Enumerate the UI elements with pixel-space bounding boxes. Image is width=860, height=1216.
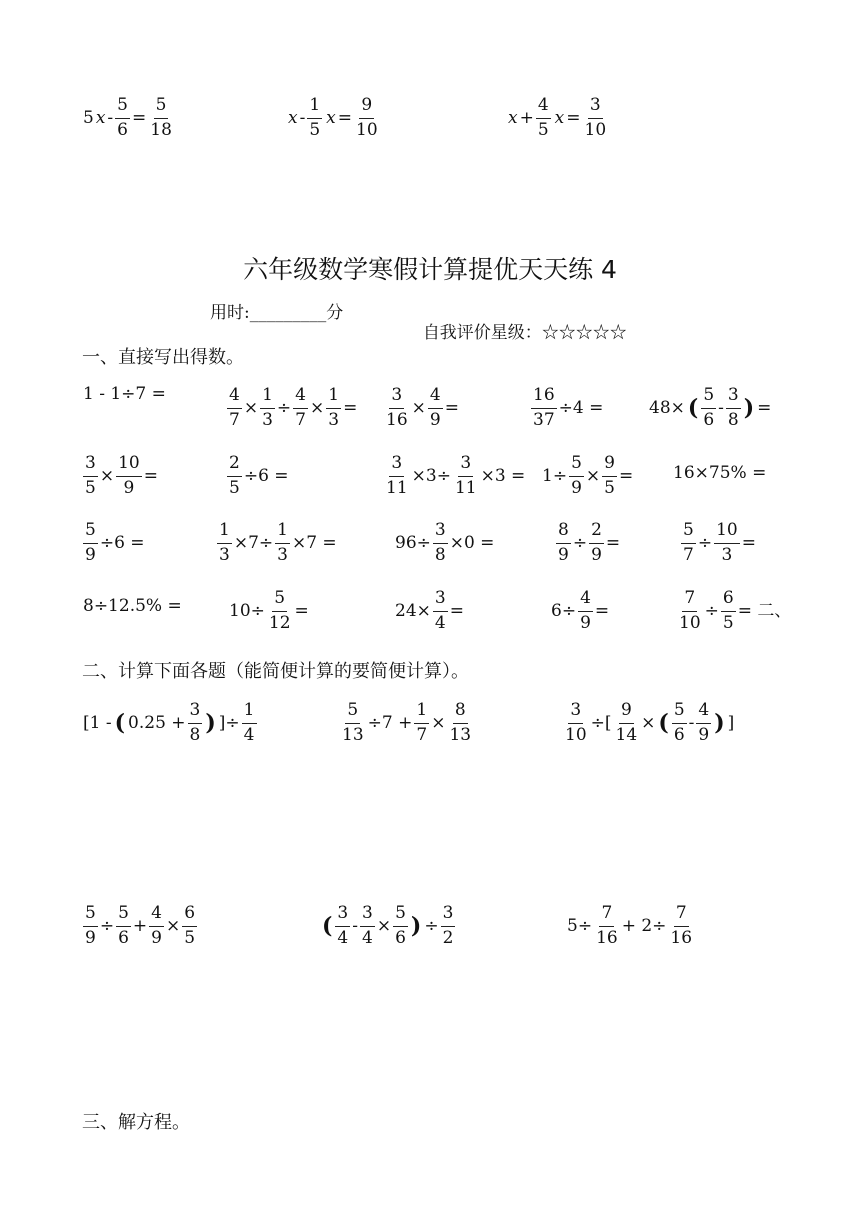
numerator: 3 — [588, 96, 603, 119]
fraction — [307, 96, 322, 140]
variable: x — [288, 107, 298, 128]
fraction — [340, 701, 366, 745]
numerator: 1 — [217, 521, 232, 544]
numerator: 3 — [188, 701, 203, 724]
fraction — [556, 521, 571, 565]
denominator: 13 — [342, 724, 364, 745]
page-title: 六年级数学寒假计算提优天天练 4 — [243, 255, 617, 284]
numerator: 4 — [696, 701, 711, 724]
expression-text: = — [343, 397, 358, 418]
fraction — [148, 96, 174, 140]
numerator: 3 — [433, 521, 448, 544]
expression-text: = — [143, 465, 158, 486]
denominator: 7 — [683, 544, 694, 565]
star-rating[interactable]: ☆☆☆☆☆ — [541, 323, 627, 343]
numerator: 5 — [681, 521, 696, 544]
numerator: 10 — [116, 454, 142, 477]
fraction — [672, 701, 687, 745]
expression-text: × — [585, 465, 601, 486]
fraction — [326, 386, 341, 430]
fraction — [116, 454, 142, 498]
fraction — [188, 701, 203, 745]
problem — [320, 904, 456, 948]
numerator: 8 — [453, 701, 468, 724]
denominator: 12 — [268, 612, 291, 633]
fraction — [447, 701, 473, 745]
denominator: 9 — [580, 612, 591, 633]
numerator: 9 — [602, 454, 617, 477]
fraction — [714, 521, 740, 565]
bracket: ) — [205, 710, 216, 737]
denominator: 3 — [328, 409, 340, 430]
problem — [394, 521, 495, 565]
numerator: 5 — [345, 701, 360, 724]
numerator: 5 — [83, 521, 98, 544]
numerator: 3 — [433, 589, 448, 612]
numerator: 3 — [726, 386, 741, 409]
fraction — [594, 904, 620, 948]
fraction — [414, 701, 429, 745]
expression-text: = — [444, 397, 459, 418]
denominator: 9 — [123, 477, 135, 498]
fraction — [701, 386, 716, 430]
denominator: 16 — [596, 927, 618, 948]
expression-text: 24× — [395, 600, 431, 621]
expression-text: = — [337, 107, 353, 128]
fraction — [589, 521, 604, 565]
variable: x — [508, 107, 518, 128]
fraction — [578, 589, 593, 633]
denominator: 10 — [356, 119, 378, 140]
numerator: 7 — [674, 904, 689, 927]
fraction — [182, 904, 197, 948]
expression-text: ×3 = — [480, 465, 526, 486]
bracket: ) — [410, 913, 422, 940]
expression-text: 10÷ — [229, 600, 265, 621]
denominator: 18 — [150, 119, 172, 140]
fraction — [721, 589, 736, 633]
numerator: 4 — [428, 386, 443, 409]
numerator: 6 — [721, 589, 736, 612]
expression-text: = — [618, 465, 634, 486]
numerator: 9 — [619, 701, 634, 724]
top-equation — [82, 96, 175, 140]
bracket: ( — [687, 395, 699, 422]
denominator: 9 — [591, 544, 602, 565]
expression-text: = — [132, 107, 147, 128]
numerator: 7 — [599, 904, 614, 927]
denominator: 5 — [85, 477, 96, 498]
problem — [82, 386, 167, 403]
expression-text: ×7÷ — [233, 532, 274, 553]
expression-text: ÷4 = — [558, 397, 604, 418]
denominator: 9 — [571, 477, 582, 498]
fraction — [217, 521, 232, 565]
denominator: 5 — [722, 612, 734, 633]
problem — [394, 589, 465, 633]
expression-text: = — [566, 107, 581, 128]
expression-text: - — [107, 107, 114, 128]
numerator: 5 — [272, 589, 287, 612]
fraction — [681, 521, 696, 565]
rating-text: 自我评价星级： — [422, 323, 542, 343]
expression-text: = — [294, 600, 309, 621]
problem — [562, 701, 735, 745]
expression-text: ÷7 + — [367, 712, 413, 733]
expression-text: ÷ — [276, 397, 292, 418]
fraction — [614, 701, 640, 745]
denominator: 11 — [386, 477, 408, 498]
denominator: 9 — [698, 724, 710, 745]
fraction — [260, 386, 275, 430]
fraction — [433, 521, 448, 565]
fraction — [115, 96, 130, 140]
numerator: 9 — [359, 96, 374, 119]
expression-text: 5÷ — [567, 915, 593, 936]
numerator: 4 — [293, 386, 308, 409]
numerator: 5 — [701, 386, 716, 409]
problem — [226, 454, 290, 498]
fraction — [116, 904, 131, 948]
expression-text: = — [594, 600, 610, 621]
fraction — [696, 701, 711, 745]
numerator: 16 — [531, 386, 557, 409]
fraction — [441, 904, 456, 948]
numerator: 5 — [672, 701, 687, 724]
numerator: 5 — [393, 904, 408, 927]
denominator: 8 — [189, 724, 201, 745]
fraction — [149, 904, 164, 948]
denominator: 2 — [442, 927, 454, 948]
problem — [82, 521, 146, 565]
denominator: 7 — [229, 409, 240, 430]
expression-text: ÷6 = — [99, 532, 145, 553]
time-label: 用时:_________分 — [210, 303, 344, 323]
denominator: 5 — [229, 477, 240, 498]
bracket: ( — [658, 710, 669, 737]
denominator: 3 — [721, 544, 733, 565]
fraction — [293, 386, 308, 430]
section-3-heading: 三、解方程。 — [82, 1112, 190, 1133]
expression-text: = — [757, 397, 772, 418]
fraction — [83, 904, 98, 948]
denominator: 4 — [337, 927, 349, 948]
expression-text: × — [376, 915, 392, 936]
expression-text: 5 — [83, 107, 94, 128]
problem — [383, 386, 460, 430]
denominator: 5 — [537, 119, 549, 140]
denominator: 9 — [85, 927, 96, 948]
denominator: 6 — [703, 409, 715, 430]
expression-text: 96÷ — [395, 532, 431, 553]
expression-text: × — [431, 712, 446, 733]
problem — [226, 386, 358, 430]
top-equation — [507, 96, 609, 140]
denominator: 37 — [533, 409, 555, 430]
fraction — [677, 589, 703, 633]
denominator: 9 — [85, 544, 96, 565]
numerator: 6 — [182, 904, 197, 927]
problem — [339, 701, 474, 745]
expression-text: ]÷ — [218, 712, 240, 733]
problem — [82, 904, 198, 948]
expression-text: ] — [727, 712, 735, 733]
expression-text: ÷ — [572, 532, 588, 553]
problem — [550, 589, 610, 633]
denominator: 6 — [118, 927, 129, 948]
expression-text: ×0 = — [449, 532, 495, 553]
fraction — [668, 904, 694, 948]
expression-text: × — [309, 397, 325, 418]
fraction — [267, 589, 293, 633]
denominator: 5 — [604, 477, 615, 498]
expression-text: - — [718, 397, 724, 418]
denominator: 4 — [362, 927, 373, 948]
fraction — [393, 904, 408, 948]
problem — [566, 904, 695, 948]
fraction — [453, 454, 479, 498]
numerator: 1 — [260, 386, 275, 409]
problem — [555, 521, 621, 565]
numerator: 4 — [149, 904, 164, 927]
section-1-heading: 一、直接写出得数。 — [82, 347, 244, 368]
numerator: 4 — [227, 386, 242, 409]
denominator: 14 — [615, 724, 638, 745]
expression-text: ×3÷ — [411, 465, 451, 486]
problem — [228, 589, 310, 633]
fraction — [335, 904, 350, 948]
expression-text: + 2÷ — [621, 915, 667, 936]
expression-text: = 二、 — [737, 600, 792, 621]
problem — [676, 589, 792, 633]
numerator: 5 — [115, 96, 130, 119]
numerator: 10 — [714, 521, 740, 544]
fraction — [726, 386, 741, 430]
expression-text: 0.25 + — [128, 712, 186, 733]
denominator: 5 — [309, 119, 321, 140]
denominator: 9 — [151, 927, 162, 948]
numerator: 1 — [326, 386, 341, 409]
expression-text: × — [243, 397, 259, 418]
denominator: 3 — [277, 544, 288, 565]
numerator: 3 — [441, 904, 456, 927]
problem — [530, 386, 604, 430]
expression-text: = — [741, 532, 756, 553]
variable: x — [95, 107, 106, 128]
numerator: 4 — [536, 96, 551, 119]
problem — [82, 598, 183, 615]
expression-text: - — [299, 107, 306, 128]
bracket: ) — [743, 395, 755, 422]
expression-text: × — [641, 712, 656, 733]
expression-text: = — [605, 532, 621, 553]
expression-text: × — [99, 465, 115, 486]
expression-text: 8÷12.5% = — [83, 596, 182, 616]
numerator: 3 — [335, 904, 350, 927]
expression-text: 1÷ — [542, 465, 568, 486]
expression-text: 1 - 1÷7 = — [83, 384, 166, 404]
fraction — [83, 454, 98, 498]
expression-text: ÷ — [99, 915, 115, 936]
fraction — [275, 521, 290, 565]
variable: x — [554, 107, 565, 128]
fraction — [242, 701, 257, 745]
numerator: 5 — [83, 904, 98, 927]
numerator: 3 — [458, 454, 473, 477]
expression-text: [1 - — [83, 712, 112, 733]
denominator: 8 — [727, 409, 739, 430]
fraction — [428, 386, 443, 430]
problem — [648, 386, 772, 430]
variable: x — [326, 107, 336, 128]
expression-text: × — [165, 915, 181, 936]
section-2-heading: 二、计算下面各题（能简便计算的要简便计算）。 — [82, 661, 469, 682]
expression-text: × — [411, 397, 426, 418]
numerator: 7 — [682, 589, 697, 612]
denominator: 6 — [395, 927, 406, 948]
fraction — [354, 96, 380, 140]
denominator: 6 — [673, 724, 685, 745]
expression-text: = — [449, 600, 464, 621]
numerator: 2 — [227, 454, 242, 477]
bracket: ( — [114, 710, 126, 737]
fraction — [602, 454, 617, 498]
denominator: 10 — [565, 724, 587, 745]
denominator: 7 — [295, 409, 306, 430]
numerator: 1 — [414, 701, 429, 724]
numerator: 3 — [360, 904, 375, 927]
denominator: 4 — [434, 612, 446, 633]
denominator: 9 — [558, 544, 569, 565]
denominator: 10 — [679, 612, 701, 633]
expression-text: 16×75% = — [673, 463, 767, 483]
expression-text: - — [688, 712, 695, 733]
fraction — [227, 386, 242, 430]
numerator: 3 — [568, 701, 583, 724]
problem — [672, 465, 767, 482]
fraction — [563, 701, 589, 745]
denominator: 16 — [670, 927, 693, 948]
problem — [82, 454, 159, 498]
denominator: 5 — [184, 927, 196, 948]
numerator: 2 — [589, 521, 604, 544]
fraction — [227, 454, 242, 498]
fraction — [360, 904, 375, 948]
numerator: 3 — [83, 454, 98, 477]
fraction — [384, 386, 410, 430]
denominator: 9 — [429, 409, 441, 430]
problem — [541, 454, 634, 498]
problem — [216, 521, 338, 565]
denominator: 7 — [416, 724, 428, 745]
problem — [383, 454, 526, 498]
denominator: 3 — [219, 544, 230, 565]
bracket: ) — [714, 710, 725, 737]
numerator: 1 — [242, 701, 257, 724]
numerator: 1 — [275, 521, 290, 544]
expression-text: 6÷ — [551, 600, 577, 621]
fraction — [531, 386, 557, 430]
expression-text: ÷ — [704, 600, 719, 621]
denominator: 16 — [386, 409, 408, 430]
numerator: 3 — [389, 454, 404, 477]
problem — [680, 521, 757, 565]
expression-text: ×7 = — [291, 532, 337, 553]
fraction — [583, 96, 609, 140]
numerator: 5 — [569, 454, 584, 477]
expression-text: 48× — [649, 397, 685, 418]
fraction — [433, 589, 448, 633]
numerator: 8 — [556, 521, 571, 544]
numerator: 1 — [307, 96, 322, 119]
expression-text: + — [519, 107, 534, 128]
bracket: ( — [322, 913, 333, 940]
fraction — [83, 521, 98, 565]
expression-text: ÷[ — [590, 712, 612, 733]
expression-text: ÷6 = — [243, 465, 289, 486]
numerator: 5 — [154, 96, 169, 119]
rating-label — [412, 298, 627, 343]
fraction — [569, 454, 584, 498]
denominator: 8 — [434, 544, 446, 565]
fraction — [536, 96, 551, 140]
fraction — [384, 454, 410, 498]
numerator: 4 — [578, 589, 593, 612]
expression-text: ÷ — [697, 532, 713, 553]
expression-text: ÷ — [424, 915, 439, 936]
denominator: 3 — [262, 409, 273, 430]
expression-text: + — [132, 915, 148, 936]
numerator: 5 — [116, 904, 131, 927]
denominator: 10 — [584, 119, 607, 140]
denominator: 11 — [454, 477, 477, 498]
numerator: 3 — [389, 386, 404, 409]
denominator: 6 — [117, 119, 128, 140]
expression-text: - — [352, 915, 358, 936]
problem — [82, 701, 258, 745]
denominator: 13 — [449, 724, 472, 745]
denominator: 4 — [243, 724, 255, 745]
top-equation — [287, 96, 381, 140]
